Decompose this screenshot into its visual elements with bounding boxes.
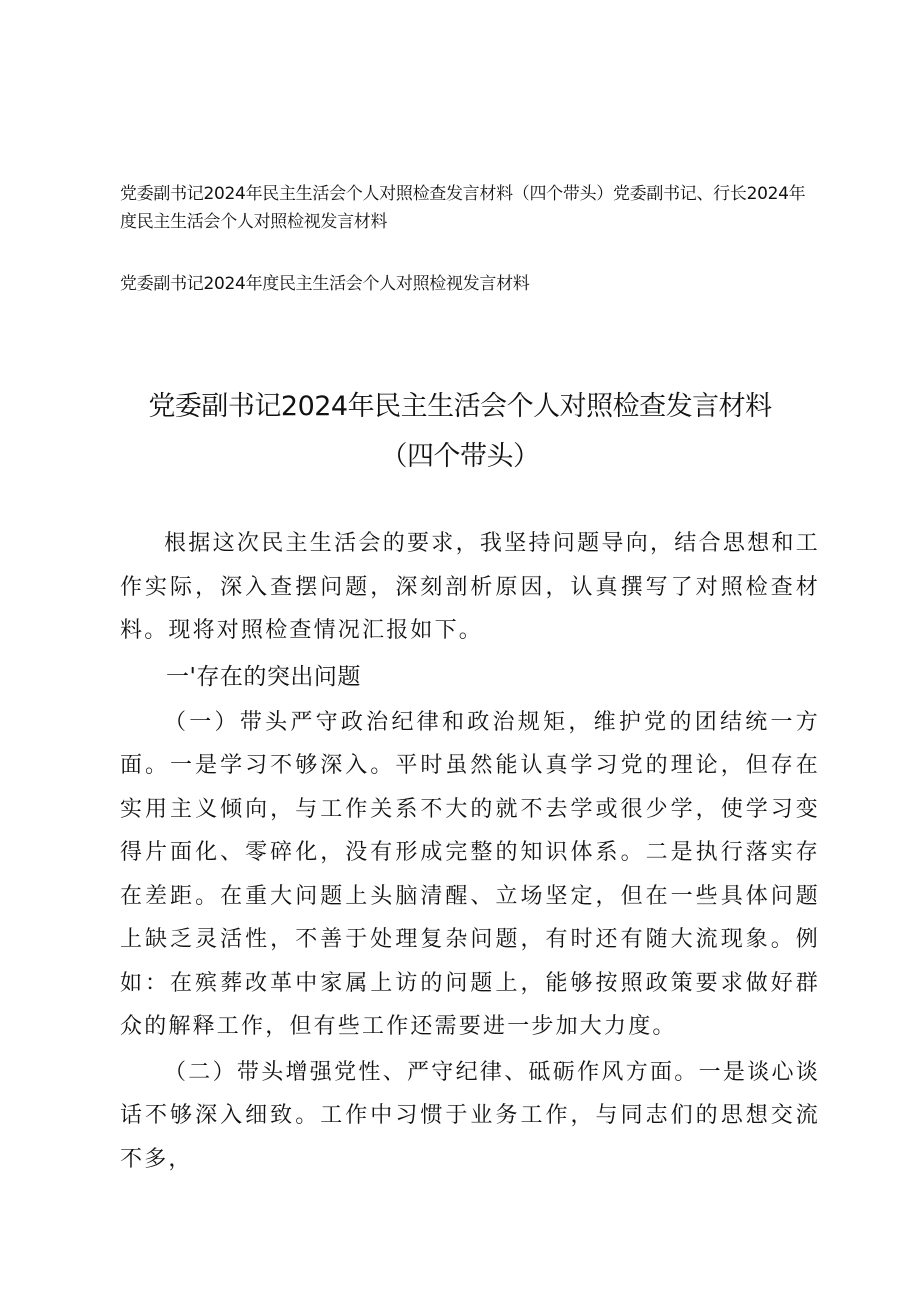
document-body — [120, 522, 820, 1181]
document-title — [80, 382, 840, 482]
toc-entry-2: 党委副书记2024年度民主生活会个人对照检视发言材料 — [120, 274, 530, 294]
paragraph-2: （二）带头增强党性、严守纪律、砥砺作风方面。一是谈心谈话不够深入细致。工作中习惯于业务工作，与同志们的思想交流不多， — [120, 1059, 820, 1172]
section-heading: 一'存在的突出问题 — [166, 663, 361, 690]
table-of-contents — [120, 180, 820, 298]
toc-entry-1: 党委副书记2024年民主生活会个人对照检查发言材料（四个带头）党委副书记、行长2024年度民主生活会个人对照检视发言材料 — [120, 184, 806, 232]
title-line-1: 党委副书记2024年民主生活会个人对照检查发言材料 — [148, 391, 772, 422]
paragraph-1: （一）带头严守政治纪律和政治规矩，维护党的团结统一方面。一是学习不够深入。平时虽然能认真学习党的理论，但存在实用主义倾向，与工作关系不大的就不去学或很少学，使学习变得片面化、零碎化，没有形成完整的知识体系。二是执行落实存在差距。在重大问题上头脑清醒、立场坚定，但在一些具体问题上缺乏灵活性，不善于处理复杂问题，有时还有随大流现象。例如：在殡葬改革中家属上访的问题上，能够按照政策要求做好群众的解释工作，但有些工作还需要进一步加大力度。 — [120, 709, 820, 1039]
intro-paragraph: 根据这次民主生活会的要求，我坚持问题导向，结合思想和工作实际，深入查摆问题，深刻剖析原因，认真撰写了对照检查材料。现将对照检查情况汇报如下。 — [120, 531, 820, 643]
title-line-2: （四个带头） — [380, 441, 540, 472]
